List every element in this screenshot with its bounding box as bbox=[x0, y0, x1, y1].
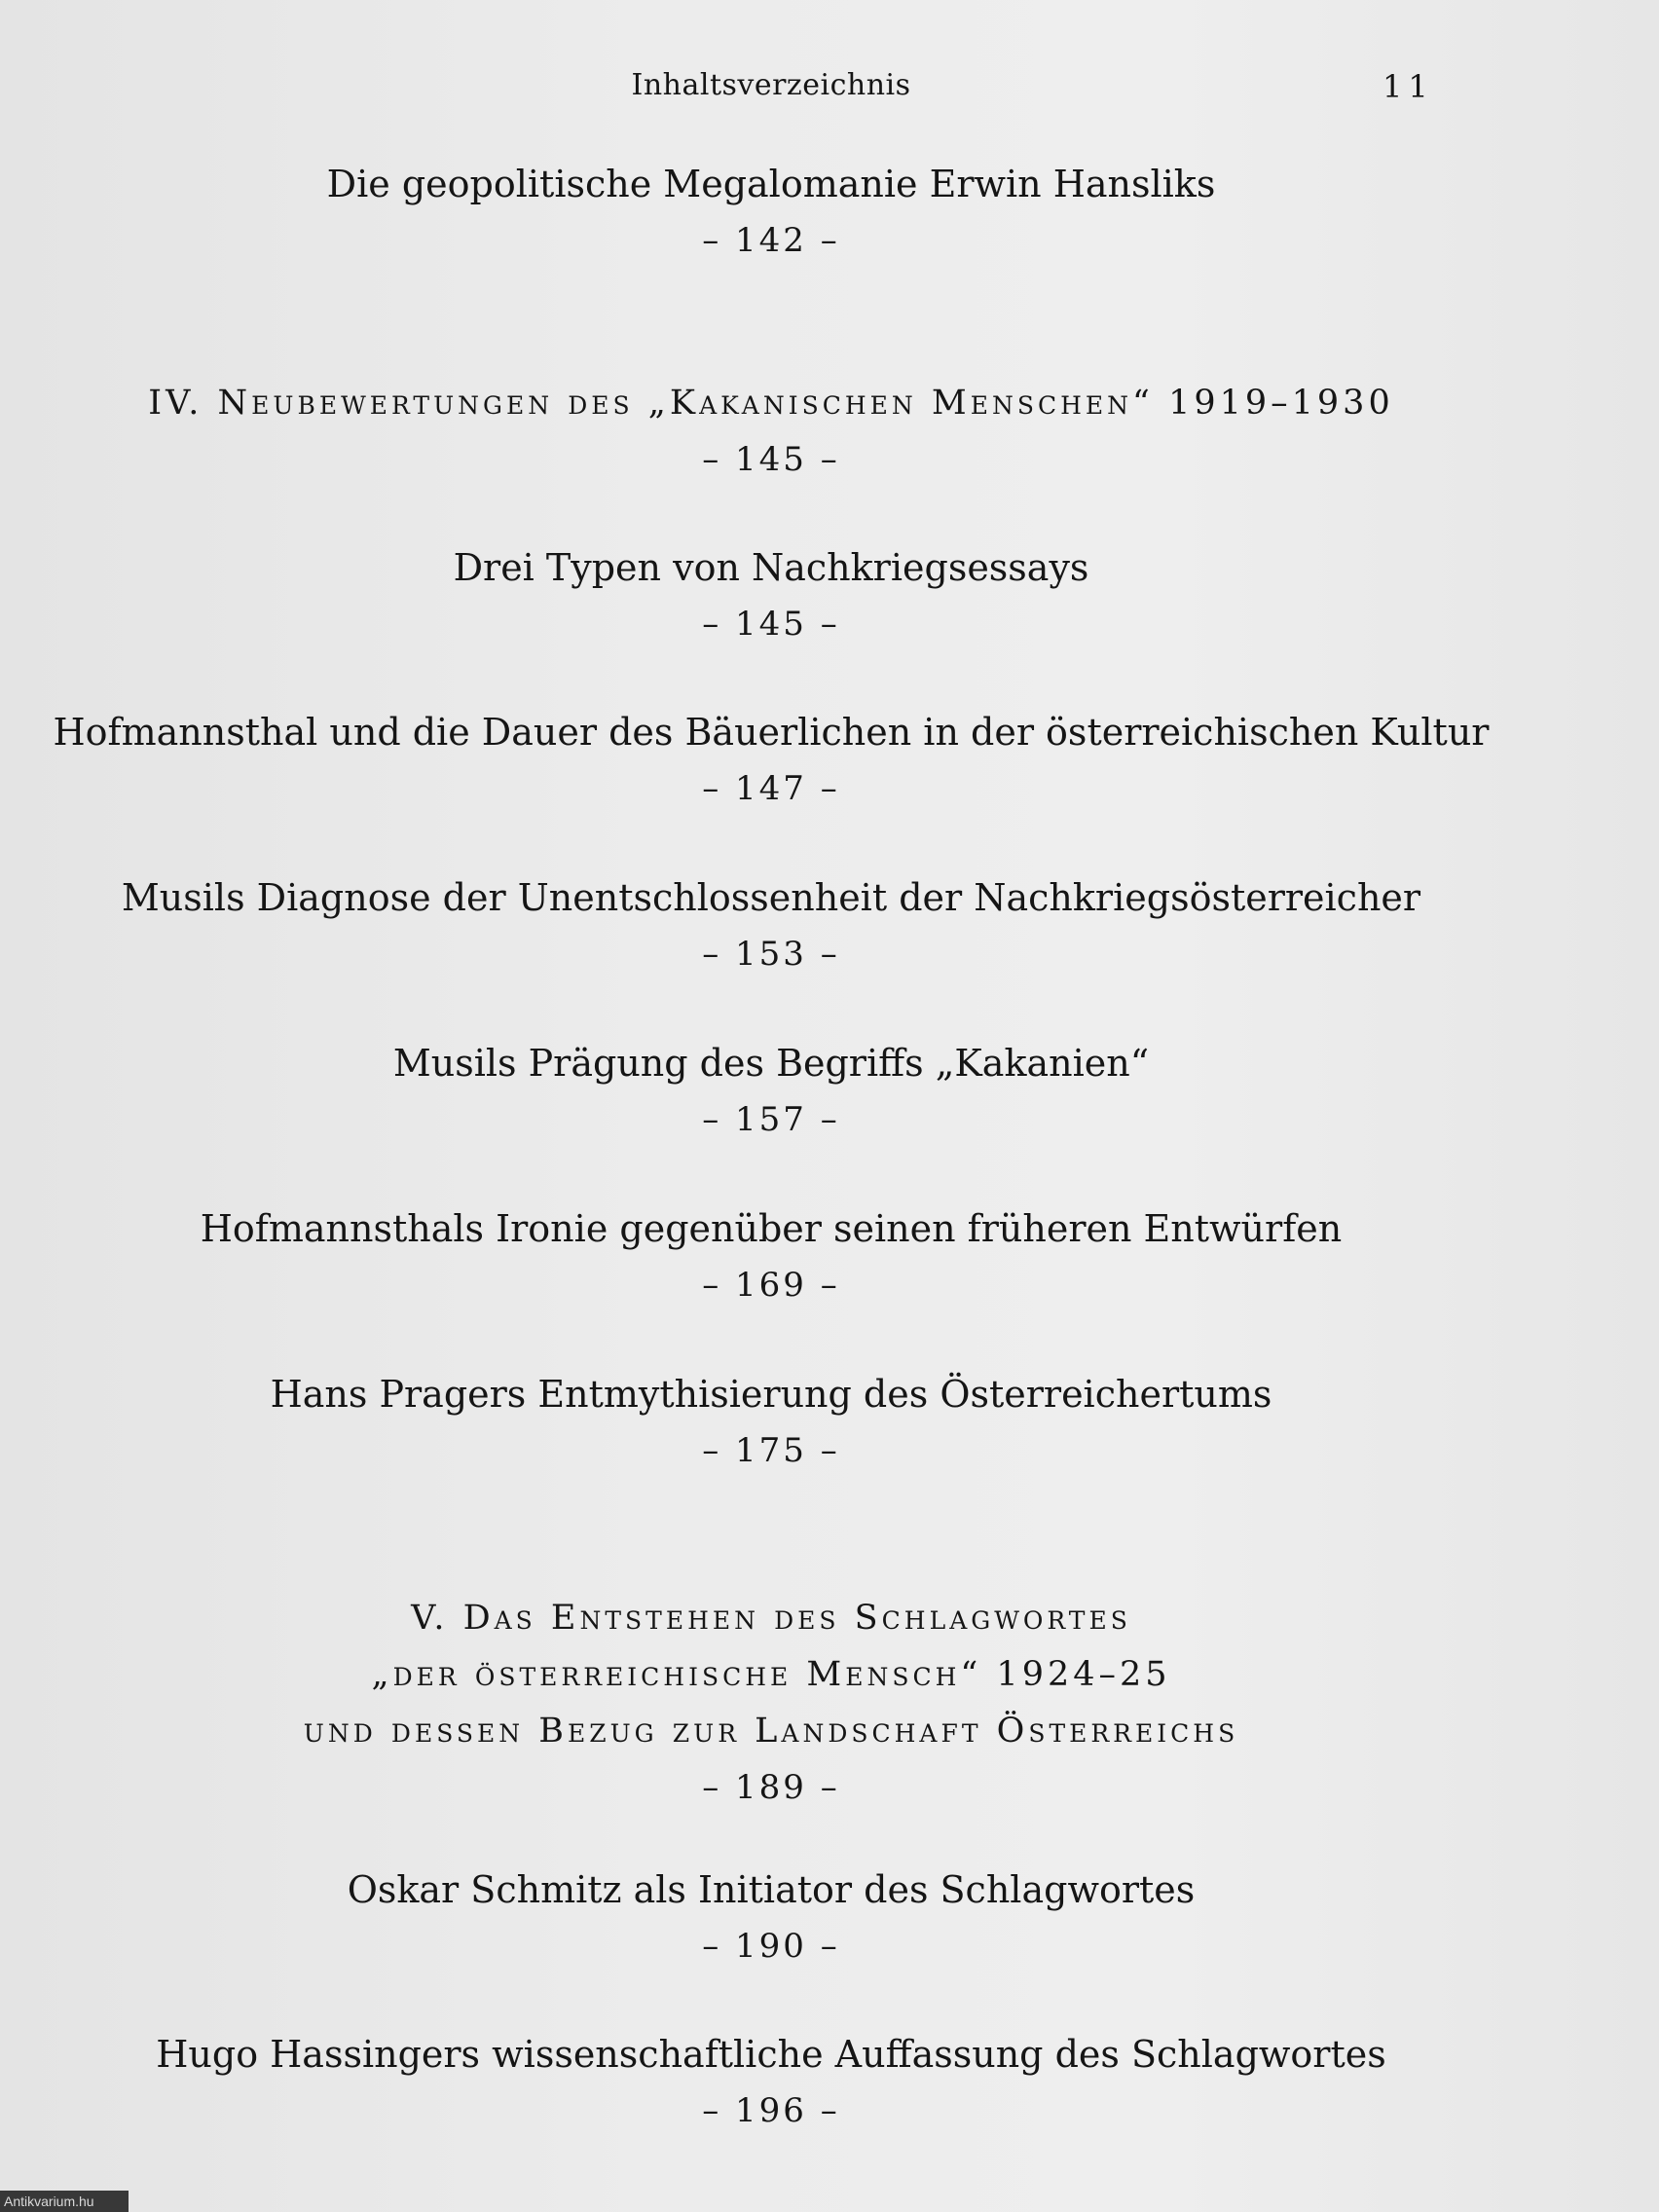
toc-entry-title: Hans Pragers Entmythisierung des Österreichertums bbox=[270, 1373, 1272, 1416]
toc-entry-page: – 145 – bbox=[702, 605, 840, 644]
toc-entry-title: Hofmannsthals Ironie gegenüber seinen früheren Entwürfen bbox=[200, 1207, 1343, 1250]
toc-entry bbox=[0, 1862, 1542, 1974]
toc-entry-title: Oskar Schmitz als Initiator des Schlagwortes bbox=[347, 1868, 1196, 1911]
toc-entry-title: Musils Diagnose der Unentschlossenheit der Nachkriegsösterreicher bbox=[121, 876, 1421, 919]
toc-entry bbox=[0, 1035, 1542, 1148]
toc-section-entry bbox=[0, 375, 1542, 488]
page-number: 11 bbox=[1382, 68, 1434, 105]
toc-entry-title: Musils Prägung des Begriffs „Kakanien“ bbox=[392, 1042, 1150, 1085]
toc-entry-page: – 142 – bbox=[702, 221, 840, 260]
toc-entry-title: Hofmannsthal und die Dauer des Bäuerlichen in der österreichischen Kultur bbox=[53, 711, 1490, 754]
toc-entry bbox=[0, 539, 1542, 652]
toc-entry-page: – 196 – bbox=[702, 2091, 840, 2130]
toc-entry bbox=[0, 1366, 1542, 1479]
toc-entry-title: Die geopolitische Megalomanie Erwin Hansliks bbox=[326, 163, 1216, 205]
toc-entry bbox=[0, 156, 1542, 269]
toc-entry-page: – 169 – bbox=[702, 1266, 840, 1305]
toc-entry-page: – 153 – bbox=[702, 935, 840, 974]
toc-section-title-line: V. Das Entstehen des Schlagwortes bbox=[411, 1599, 1131, 1638]
toc-entry bbox=[0, 2026, 1542, 2139]
watermark: Antikvarium.hu bbox=[0, 2191, 129, 2212]
toc-section-title-line: „der österreichische Mensch“ 1924–25 bbox=[371, 1655, 1171, 1694]
toc-entry-title: Drei Typen von Nachkriegsessays bbox=[453, 546, 1089, 589]
toc-entry-page: – 189 – bbox=[702, 1768, 840, 1807]
toc-entry-page: – 145 – bbox=[702, 440, 840, 479]
toc-entry-page: – 190 – bbox=[702, 1927, 840, 1966]
running-title: Inhaltsverzeichnis bbox=[631, 68, 911, 102]
toc-entry-page: – 157 – bbox=[702, 1100, 840, 1139]
toc-section-entry bbox=[0, 1590, 1542, 1816]
running-head bbox=[0, 68, 1659, 107]
toc-section-title-line: und dessen Bezug zur Landschaft Österreichs bbox=[303, 1712, 1239, 1751]
toc-entry bbox=[0, 704, 1542, 817]
toc-entry bbox=[0, 869, 1542, 982]
toc-entry-page: – 147 – bbox=[702, 769, 840, 808]
toc-section-title: IV. Neubewertungen des „Kakanischen Menschen“ 1919–1930 bbox=[148, 384, 1394, 423]
toc-entry-page: – 175 – bbox=[702, 1431, 840, 1470]
toc-entry bbox=[0, 1200, 1542, 1313]
toc-entry-title: Hugo Hassingers wissenschaftliche Auffassung des Schlagwortes bbox=[156, 2033, 1386, 2076]
